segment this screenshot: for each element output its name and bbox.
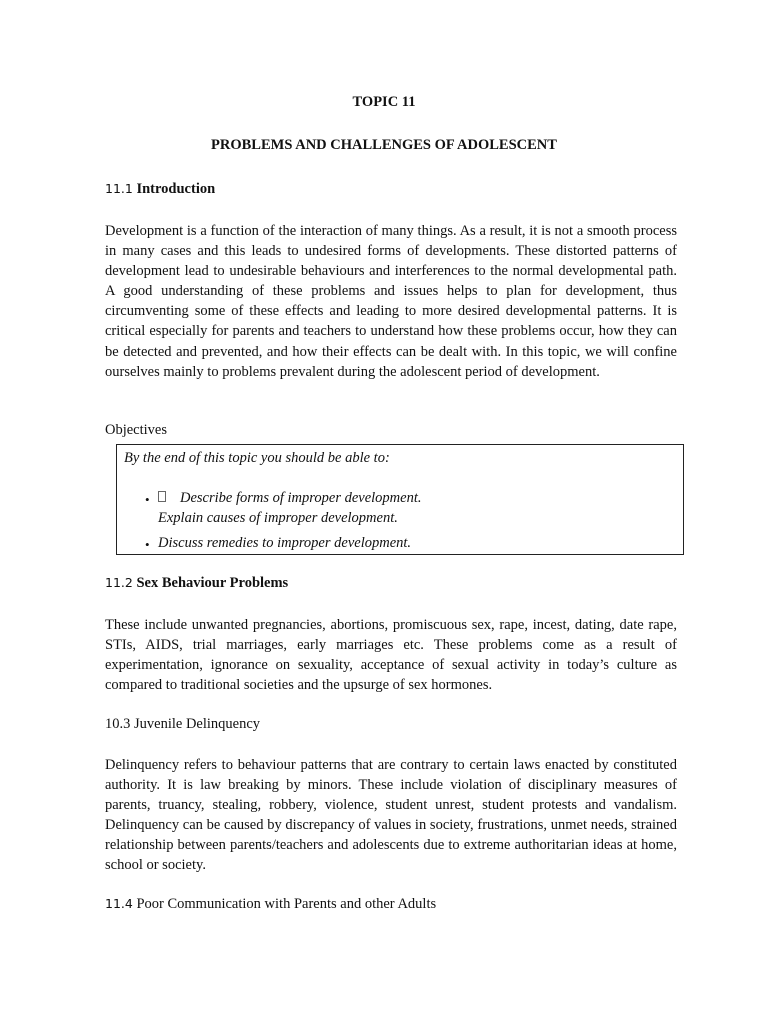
section-title: Poor Communication with Parents and other Adults <box>136 896 437 912</box>
objective-item-2: Explain causes of improper development. <box>158 510 398 526</box>
objectives-intro: By the end of this topic you should be able to: <box>124 450 390 466</box>
section-heading-introduction <box>105 181 215 198</box>
topic-label: TOPIC 11 <box>352 94 416 110</box>
introduction-paragraph: Development is a function of the interaction of many things. As a result, it is not a smooth process in many cases and this leads to undesired forms of developments. These distorted patterns of development lead to undesirable behaviours and interferences to the normal developmental path. A good understanding of these problems and issues helps to plan for development, thus circumventing some of these effects and leading to more desired developmental patterns. It is critical especially for parents and teachers to understand how these problems occur, how they can be detected and prevented, and how their effects can be dealt with. In this topic, we will confine ourselves mainly to problems prevalent during the adolescent period of development. <box>105 223 677 380</box>
objectives-label: Objectives <box>105 422 168 438</box>
missing-glyph-icon <box>158 491 166 502</box>
objective-item-text: Describe forms of improper development. <box>180 490 422 506</box>
section-title: Sex Behaviour Problems <box>136 575 289 591</box>
sex-behaviour-paragraph: These include unwanted pregnancies, abortions, promiscuous sex, rape, incest, dating, date rape, STIs, AIDS, trial marriages, early marriages etc. These problems come as a result of experimentation, ignorance on sexuality, acceptance of sexual activity in today’s culture as compared to traditional societies and the upsurge of sex hormones. <box>105 617 677 694</box>
section-number: 11.4 <box>105 896 133 911</box>
section-number: 11.2 <box>105 575 133 590</box>
objectives-box <box>116 444 684 555</box>
document-title: PROBLEMS AND CHALLENGES OF ADOLESCENT <box>211 137 557 153</box>
objective-item-3: Discuss remedies to improper development. <box>158 535 412 551</box>
juvenile-delinquency-paragraph: Delinquency refers to behaviour patterns that are contrary to certain laws enacted by constituted authority. It is law breaking by minors. These include violation of disciplinary measures of parents, truancy, stealing, robbery, violence, student unrest, student protests and vandalism. Delinquency can be caused by discrepancy of values in society, frustrations, unmet needs, strained relationship between parents/teachers and adolescents due to extreme authoritarian ideas at home, school or society. <box>105 757 677 874</box>
bullet-icon: • <box>145 537 150 552</box>
section-heading-juvenile-delinquency: 10.3 Juvenile Delinquency <box>105 716 261 732</box>
section-heading-sex-behaviour <box>105 575 288 592</box>
section-title: Introduction <box>136 181 216 197</box>
bullet-icon: • <box>145 492 150 507</box>
objective-item-1 <box>158 490 422 507</box>
section-heading-poor-communication <box>105 896 436 913</box>
section-number: 11.1 <box>105 181 133 196</box>
